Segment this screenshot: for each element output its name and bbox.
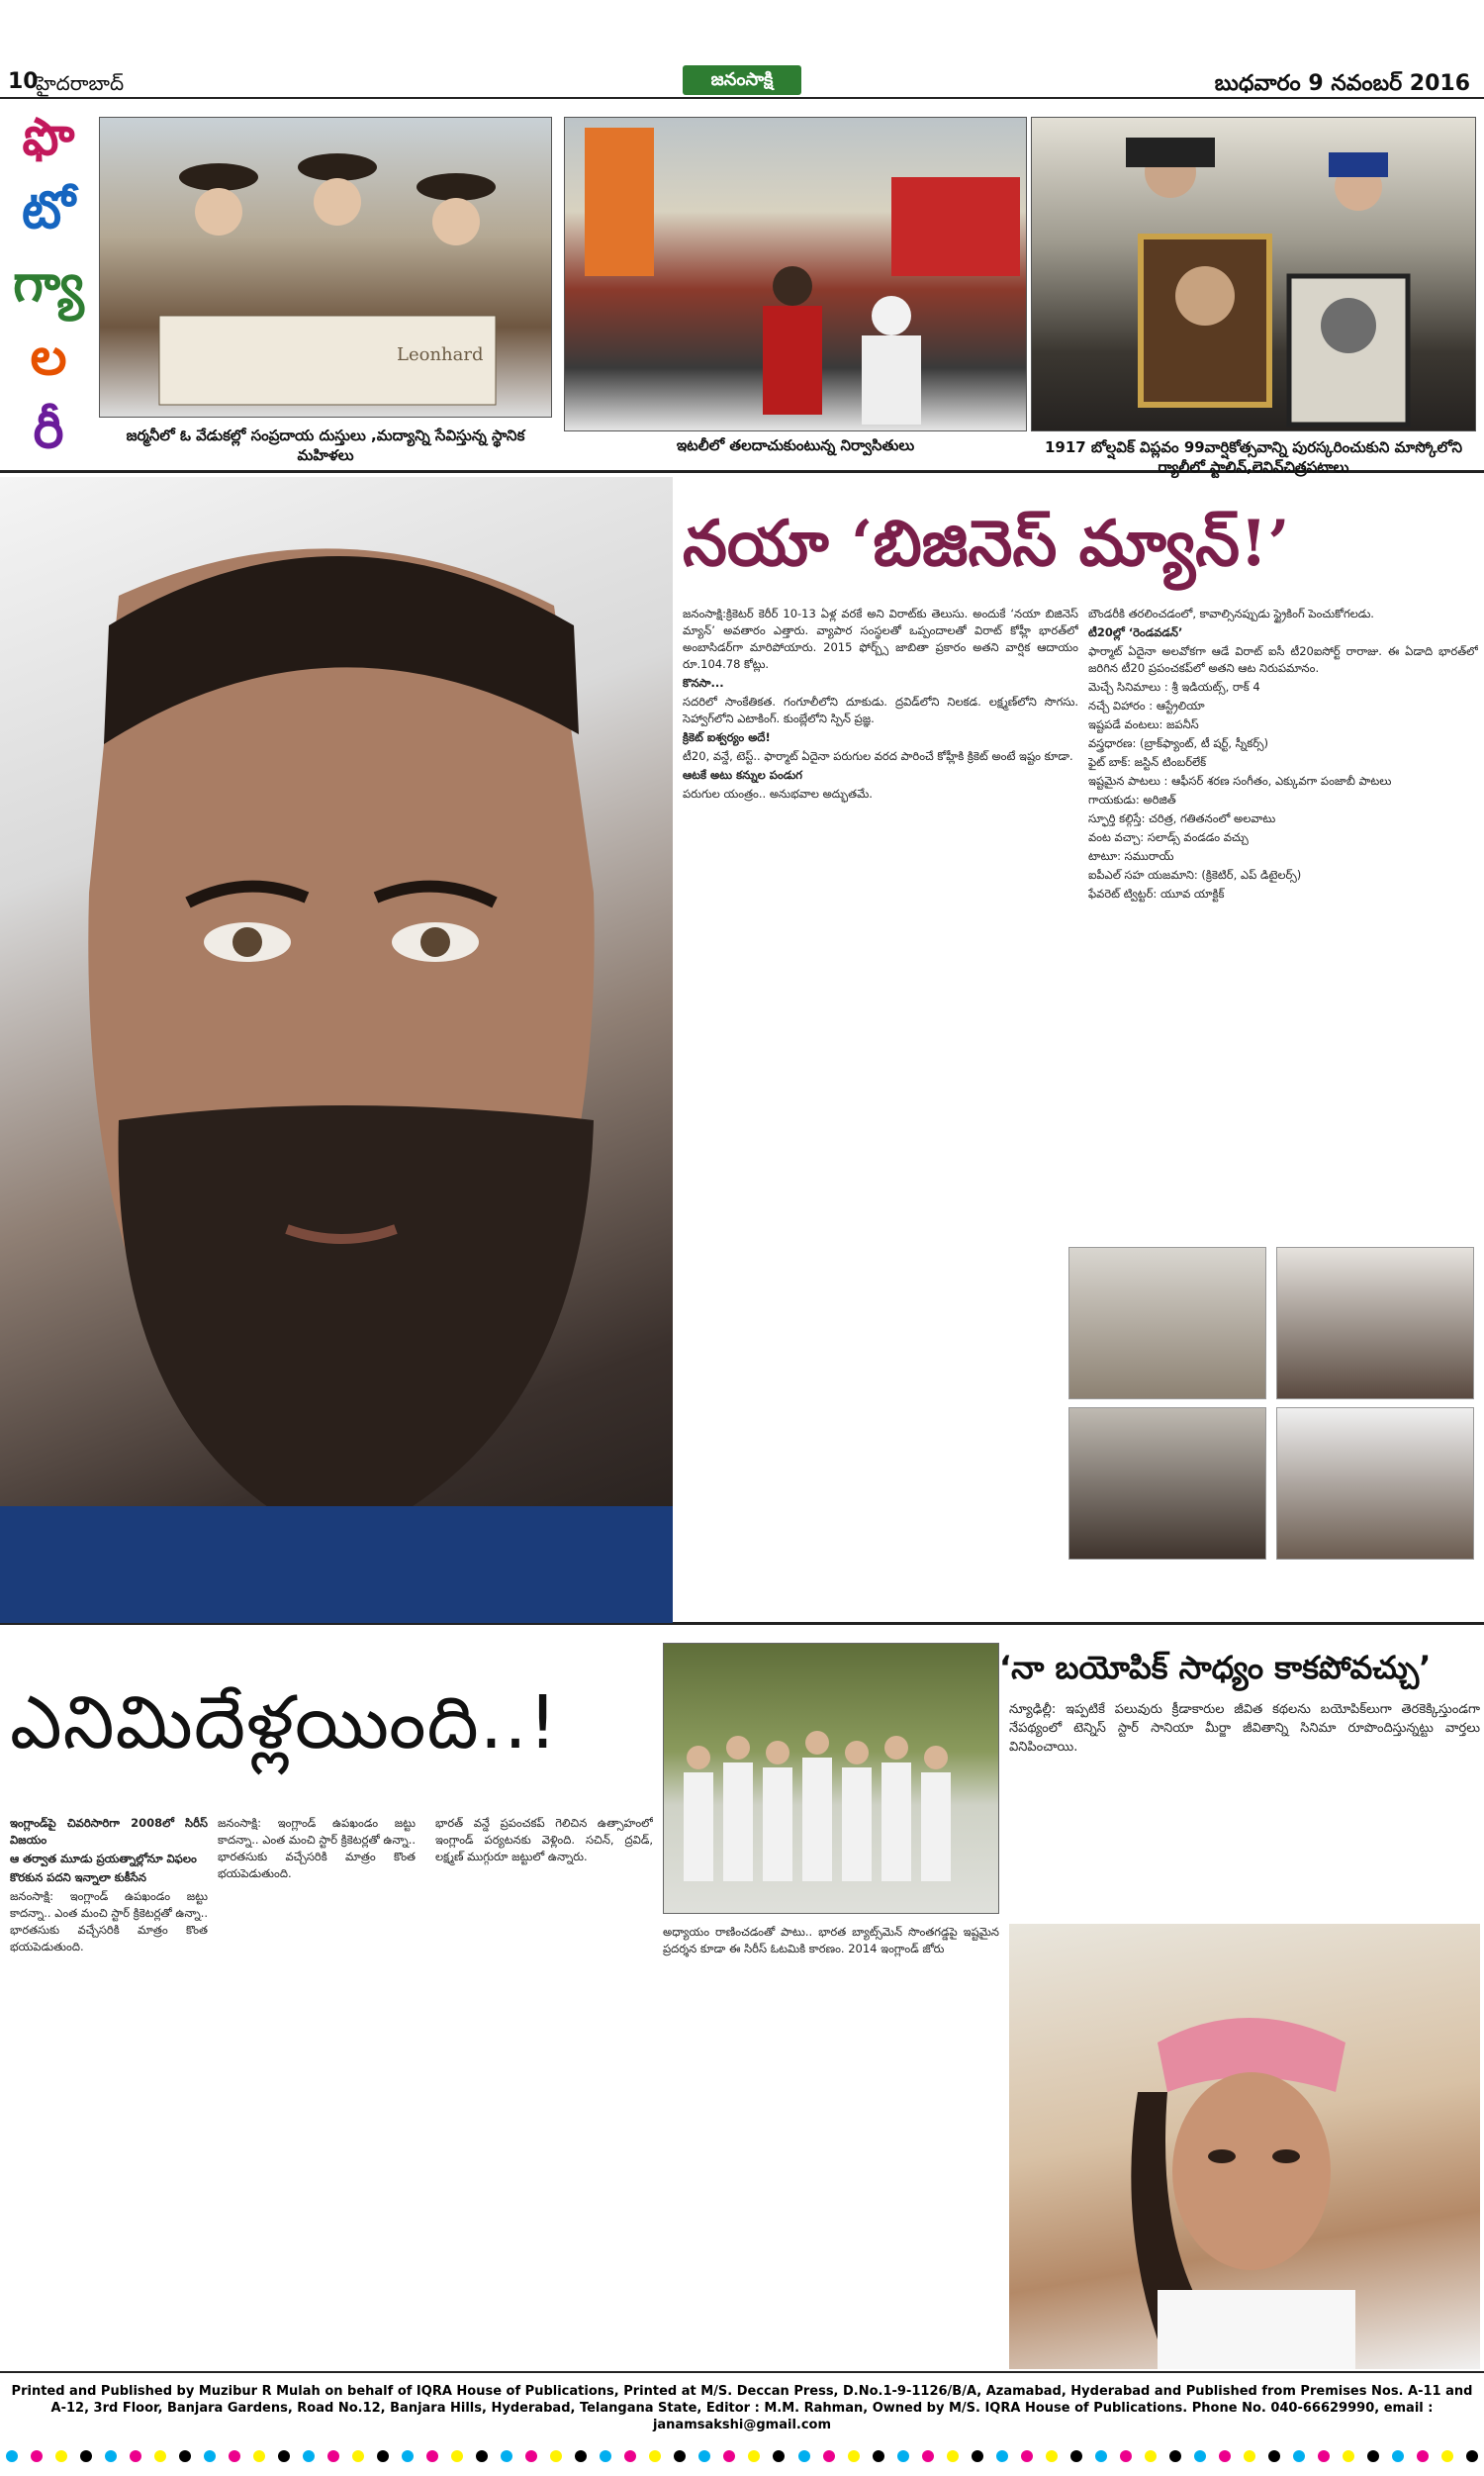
imprint-text: Printed and Published by Muzibur R Mulah on behalf of IQRA House of Publications, Printed at M/S. Deccan Press, D.No.1-9-1126/B/A, Azamabad, Hyderabad and Published from Premises Nos. A-11 and A-12, 3rd Floor, Banjara Gardens, Road No.12, Banjara Hills, Hyderabad, Telangana State, Editor : M.M. Rahman, Owned by M/S. IQRA House of Publications. Phone No. 040-66629990, email : janamsakshi@gmail.com (11, 2384, 1473, 2432)
registration-dot (773, 2450, 785, 2462)
photo-gallery (0, 101, 1484, 476)
gallery-photo-moscow (1031, 117, 1476, 431)
registration-dot (674, 2450, 686, 2462)
registration-dot (1244, 2450, 1255, 2462)
kohli-subhead: టీ20ల్లో ‘రెండవడన్’ (1088, 625, 1183, 639)
registration-dot (1343, 2450, 1354, 2462)
biopic-headline: ‘నా బయోపిక్ సాధ్యం కాకపోవచ్చు’ (999, 1649, 1432, 1686)
issue-date: బుధవారం 9 నవంబర్ 2016 (1214, 71, 1470, 96)
sania-mirza-photo (1009, 1924, 1480, 2369)
registration-dot (922, 2450, 934, 2462)
kohli-salon-photo-1 (1068, 1247, 1266, 1399)
registration-dot (798, 2450, 810, 2462)
registration-dot (550, 2450, 562, 2462)
registration-dot (1367, 2450, 1379, 2462)
kohli-paragraph: సదరిలో సాంకేతికత. గంగూలీలోని దూకుడు. ద్రవిడ్‌లోని నిలకడ. లక్ష్మణ్‌లోని సొగసు. సెహ్వాగ్‌లోని ఎటాకింగ్. కుంబ్లేలోని స్పిన్ ప్రజ్ఞ. (683, 695, 1078, 725)
registration-dot (1392, 2450, 1404, 2462)
kohli-salon-photo-4 (1276, 1407, 1474, 1560)
kohli-body-column-2 (1088, 606, 1478, 1061)
gallery-photo-germany (99, 117, 552, 418)
kohli-paragraph: టీ20, వన్డే, టెస్ట్.. ఫార్మాట్‌ ఏదైనా పరుగుల వరద పారించే కోహ్లీకి క్రికెట్ అంటే ఇష్టం కూడా. (683, 749, 1073, 763)
eight-years-kicker: కొరకున పదని ఇన్నాలా కుకీసేన (10, 1870, 146, 1884)
kohli-fact: ఐపీఎల్ సహ యజమాని: (క్రికెటిర్, ఎప్ డిటైలర్స్) (1088, 868, 1302, 882)
kohli-paragraph: కొనసా... (683, 676, 724, 690)
masthead-logo: జనంసాక్షి (683, 65, 801, 95)
eight-years-headline: ఎనిమిదేళ్లయింది..! (10, 1680, 559, 1765)
registration-dot (303, 2450, 315, 2462)
kohli-fact: స్ఫూర్తి కల్గిస్తే: చరిత్ర, గతితనంలో అలవాటు (1088, 811, 1276, 825)
eight-years-column-a (10, 1815, 208, 2365)
registration-dot (649, 2450, 661, 2462)
registration-dot (1441, 2450, 1453, 2462)
kohli-fact: ఫైట్ బాక్: జస్టిన్ టింబర్‌లేక్ (1088, 755, 1207, 769)
page-header (0, 0, 1484, 99)
eight-years-column-c (663, 1924, 999, 2365)
registration-dot (80, 2450, 92, 2462)
registration-color-bar (0, 2448, 1484, 2464)
registration-dot (1145, 2450, 1157, 2462)
kohli-article (0, 477, 1484, 1625)
gallery-letter: టో (22, 180, 75, 240)
kohli-salon-photo-3 (1068, 1407, 1266, 1560)
registration-dot (204, 2450, 216, 2462)
kohli-fact: వస్త్రధారణ: (బ్రాక్‌ఫ్యాంట్, టీ షర్ట్, స్నీకర్స్) (1088, 736, 1269, 750)
eight-years-paragraph: జనంసాక్షి: ఇంగ్లాండ్ ఉపఖండం జట్టు కాదన్నా.. ఎంత మంచి స్టార్ క్రికెటర్లతో ఉన్నా.. భారతసుకు వచ్చేసరికి మాత్రం కొంత భయపెడుతుంది. (10, 1889, 208, 1953)
registration-dot (723, 2450, 735, 2462)
kohli-fact: గాయకుడు: అరిజిత్ (1088, 793, 1176, 807)
kohli-headline: నయా ‘బిజినెస్ మ్యాన్!’ (683, 507, 1290, 581)
gallery-letter: ఫొ (22, 107, 75, 167)
registration-dot (253, 2450, 265, 2462)
registration-dot (1169, 2450, 1181, 2462)
gallery-caption-germany: జర్మనీలో ఓ వేడుకల్లో సంప్రదాయ దుస్తులు ,మద్యాన్ని సేవిస్తున్న స్థానిక మహిళలు (126, 427, 525, 464)
kohli-paragraph: పరుగుల యంత్రం.. అనుభవాల అద్భుతమే. (683, 787, 873, 801)
biopic-body (1009, 1700, 1480, 1918)
biopic-paragraph: న్యూఢిల్లీ: ఇప్పటికే పలువురు క్రీడాకారుల జీవిత కథలను బయోపిక్‌లుగా తెరకెక్కిస్తుండగా నేపథ్యంలో టెన్నిస్ స్టార్ సానియా మీర్జా జీవితాన్ని సినిమా రూపొందిస్తున్నట్టు వార్తలు వినిపించాయి. (1009, 1702, 1480, 1755)
kohli-portrait-art (0, 477, 673, 1623)
kohli-fact: నచ్చే విహారం : ఆస్ట్రేలియా (1088, 699, 1205, 713)
eight-years-column-a2 (218, 1815, 416, 2365)
registration-dot (1095, 2450, 1107, 2462)
registration-dot (972, 2450, 983, 2462)
registration-dot (377, 2450, 389, 2462)
registration-dot (105, 2450, 117, 2462)
city-label: హైదరాబాద్ (36, 71, 125, 95)
registration-dot (451, 2450, 463, 2462)
kohli-paragraph: జనంసాక్షి:క్రికెటర్ కెరీర్ 10-13 ఏళ్ల వరకే అని విరాట్‌కు తెలుసు. అందుకే ‘నయా బిజినెస్ మ్యాన్’ అవతారం ఎత్తారు. వ్యాపార సంస్థలతో ఒప్పందాలతో విరాట్ కోహ్లీ భారత్‌లో అంబాసిడర్‌గా మారిపోయారు. 2015 ఫోర్బ్స్ జాబితా ప్రకారం అతని వార్షిక ఆదాయం రూ.104.78 కోట్లు. (683, 607, 1078, 671)
england-team-photo (663, 1643, 999, 1914)
kohli-fact: ఇష్టపడే వంటలు: జపనీస్ (1088, 717, 1199, 731)
registration-dot (1120, 2450, 1132, 2462)
registration-dot (748, 2450, 760, 2462)
kohli-fact: టాటూ: సమురాయ్ (1088, 849, 1174, 863)
registration-dot (278, 2450, 290, 2462)
kohli-paragraph: ఫార్మాట్ ఏదైనా అలవోకగా ఆడే విరాట్ ఐసీ టీ20ఐసోర్ట్ రారాజు. ఈ ఏడాది భారత్‌లో జరిగిన టీ20 ప్రపంచకప్‌లో అతని ఆట నిరుపమానం. (1088, 644, 1478, 675)
registration-dot (1466, 2450, 1478, 2462)
registration-dot (1293, 2450, 1305, 2462)
registration-dot (426, 2450, 438, 2462)
registration-dot (1268, 2450, 1280, 2462)
eight-years-paragraph: భారత్ వన్డే ప్రపంచకప్ గెలిచిన ఉత్సాహంలో ఇంగ్లాండ్ పర్యటనకు వెళ్లింది. సచిన్, ద్రవిడ్, లక్ష్మణ్ ముగ్గురూ జట్టులో ఉన్నారు. (435, 1816, 653, 1863)
registration-dot (525, 2450, 537, 2462)
registration-dot (1070, 2450, 1082, 2462)
registration-dot (179, 2450, 191, 2462)
registration-dot (55, 2450, 67, 2462)
gallery-letter: రీ (33, 400, 64, 460)
sania-mirza-photo-art (1009, 1924, 1480, 2369)
registration-dot (501, 2450, 512, 2462)
registration-dot (6, 2450, 18, 2462)
kohli-fact: వంట వచ్చా: సలాడ్స్ వండడం వచ్చు (1088, 830, 1249, 844)
kohli-fact: ఇష్టమైన పాటలు : ఆఫీసర్ శరణ సంగీతం, ఎక్కువగా పంజాబీ పాటలు (1088, 774, 1392, 788)
gallery-caption-moscow: 1917 బోల్షవిక్ విప్లవం 99వార్షికోత్సవాన్ని పురస్కరించుకుని మాస్కోలోని ర్యాలీలో స్టాలిన్,లెనిన్‌చిత్రపటాలు (1044, 438, 1463, 476)
registration-dot (1318, 2450, 1330, 2462)
registration-dot (1417, 2450, 1429, 2462)
registration-dot (823, 2450, 835, 2462)
kohli-paragraph: బౌండరీకి తరలించడంలో, కావాల్సినప్పుడు స్ట్రైకింగ్ పెంచుకోగలడు. (1088, 607, 1374, 620)
registration-dot (327, 2450, 339, 2462)
kohli-subhead: క్రికెట్ ఐశ్వర్యం అదే! (683, 730, 771, 744)
photo-gallery-label (4, 101, 93, 473)
registration-dot (154, 2450, 166, 2462)
kohli-fact: ఫేవరెట్ ట్విట్టర్: యూవ యాక్టిక్ (1088, 887, 1225, 901)
eight-years-kicker: ఆ తర్వాత మూడు ప్రయత్నాల్లోనూ విఫలం (10, 1852, 197, 1865)
registration-dot (130, 2450, 141, 2462)
gallery-photo-germany-art (100, 118, 552, 418)
kohli-fact: మెచ్చే సినిమాలు : శ్రీ ఇడియట్స్, రాక్ 4 (1088, 680, 1260, 694)
eight-years-paragraph: జనంసాక్షి: ఇంగ్లాండ్ ఉపఖండం జట్టు కాదన్నా.. ఎంత మంచి స్టార్ క్రికెటర్లతో ఉన్నా.. భారతసుకు వచ్చేసరికి మాత్రం కొంత భయపెడుతుంది. (218, 1816, 416, 1880)
print-line-footer (0, 2371, 1484, 2476)
registration-dot (1021, 2450, 1033, 2462)
registration-dot (1046, 2450, 1058, 2462)
registration-dot (352, 2450, 364, 2462)
registration-dot (1219, 2450, 1231, 2462)
registration-dot (476, 2450, 488, 2462)
registration-dot (575, 2450, 587, 2462)
registration-dot (624, 2450, 636, 2462)
gallery-caption-italy: ఇటలీలో తలదాచుకుంటున్న నిర్వాసితులు (676, 436, 915, 454)
eight-years-article (0, 1629, 1484, 2369)
gallery-letter: ల (30, 327, 67, 387)
eight-years-paragraph: అధ్యాయం రాణించడంతో పాటు.. భారత బ్యాట్స్‌మెన్ సొంతగడ్డపై ఇష్టమైన ప్రదర్శన కూడా ఈ సిరీస్ ఓటమికి కారణం. 2014 ఇంగ్లాండ్ జోరు (663, 1925, 999, 1955)
kohli-subhead: ఆటకే అటు కన్నుల పండుగ (683, 768, 803, 782)
kohli-body-column-1 (683, 606, 1078, 1615)
registration-dot (848, 2450, 860, 2462)
gallery-photo-moscow-art (1032, 118, 1476, 431)
gallery-letter: గ్యా (13, 253, 84, 314)
registration-dot (996, 2450, 1008, 2462)
england-team-photo-art (664, 1644, 999, 1914)
registration-dot (402, 2450, 414, 2462)
kohli-salon-photo-2 (1276, 1247, 1474, 1399)
registration-dot (1194, 2450, 1206, 2462)
registration-dot (229, 2450, 240, 2462)
kohli-portrait-photo (0, 477, 673, 1623)
registration-dot (947, 2450, 959, 2462)
registration-dot (698, 2450, 710, 2462)
eight-years-column-b (435, 1815, 653, 2365)
registration-dot (897, 2450, 909, 2462)
registration-dot (31, 2450, 43, 2462)
registration-dot (873, 2450, 884, 2462)
registration-dot (600, 2450, 611, 2462)
svg-text:Leonhard: Leonhard (397, 344, 484, 365)
eight-years-kicker: ఇంగ్లాండ్‌పై చివరిసారిగా 2008లో సిరీస్ విజయం (10, 1816, 208, 1847)
page-number: 10 (8, 69, 39, 94)
gallery-photo-italy-art (565, 118, 1027, 431)
gallery-photo-italy (564, 117, 1027, 431)
